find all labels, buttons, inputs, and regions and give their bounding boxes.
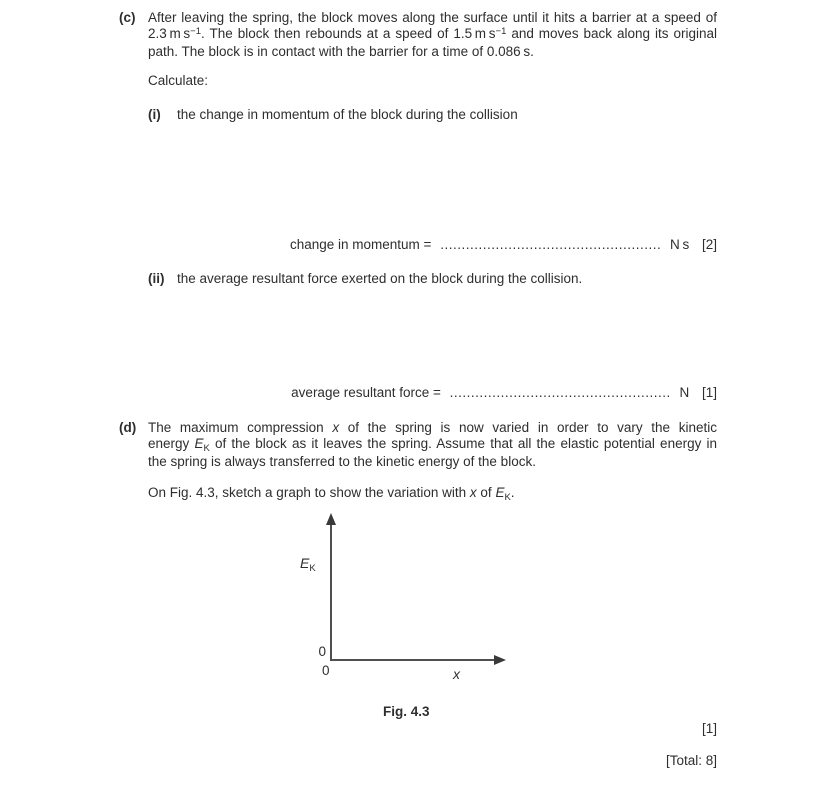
origin-zero-x: 0	[322, 663, 330, 678]
momentum-answer-line	[148, 237, 717, 253]
origin-zero-y: 0	[318, 644, 326, 659]
force-answer-label: average resultant force =	[291, 385, 441, 400]
part-d-line-3: the spring is always transferred to the kinetic energy of the block.	[148, 454, 536, 469]
part-d-line-1: The maximum compression x of the spring is now varied in order to vary the kinetic	[148, 420, 717, 435]
part-c-line-2: 2.3 m $s^{-1}$. The block then rebounds at a speed of 1.5 m $s^{-1}$ and moves back along its original	[148, 25, 717, 41]
total-mark-badge: [Total: 8]	[665, 753, 717, 768]
part-c-line-3: path. The block is in contact with the barrier for a time of 0.086 s.	[148, 44, 534, 59]
force-answer-blank: ....................................................	[449, 385, 671, 400]
part-d-mark-badge: [1]	[701, 721, 717, 736]
y-axis-arrow-icon	[326, 513, 336, 525]
item-c-ii-text: the average resultant force exerted on the block during the collision.	[177, 271, 583, 286]
momentum-answer-label: change in momentum =	[289, 237, 432, 252]
x-axis-line	[330, 659, 496, 661]
part-c-line-1: After leaving the spring, the block moves along the surface until it hits a barrier at a speed of	[148, 10, 717, 25]
item-c-i-text: the change in momentum of the block during the collision	[177, 107, 518, 122]
part-d-section	[119, 420, 717, 470]
part-c-label: (c)	[119, 10, 136, 25]
x-axis-arrow-icon	[494, 655, 506, 665]
y-axis-label: $E_K$	[300, 555, 316, 574]
force-answer-line	[148, 385, 717, 401]
part-c-paragraph	[148, 10, 717, 60]
force-mark-badge: [1]	[701, 385, 717, 400]
momentum-mark-badge: [2]	[701, 237, 717, 252]
x-axis-label: x	[453, 666, 460, 682]
item-c-i-label: (i)	[148, 107, 161, 122]
momentum-answer-blank: ....................................................	[440, 237, 662, 252]
part-d-paragraph	[148, 420, 717, 470]
y-axis-line	[330, 522, 332, 661]
part-d-label: (d)	[119, 420, 137, 435]
momentum-unit-label: N s	[670, 237, 690, 252]
item-c-ii	[148, 271, 717, 287]
part-d-line-2: energy $E_K$ of the block as it leaves the spring. Assume that all the elastic potential energy in	[148, 436, 717, 454]
item-c-i	[148, 107, 717, 123]
part-c-section	[119, 10, 717, 60]
calculate-text: Calculate:	[148, 73, 209, 88]
item-c-ii-label: (ii)	[148, 271, 165, 286]
figure-caption: Fig. 4.3	[383, 704, 430, 719]
sketch-instruction: On Fig. 4.3, sketch a graph to show the variation with x of $E_K$.	[148, 485, 515, 503]
force-unit-label: N	[679, 385, 690, 400]
